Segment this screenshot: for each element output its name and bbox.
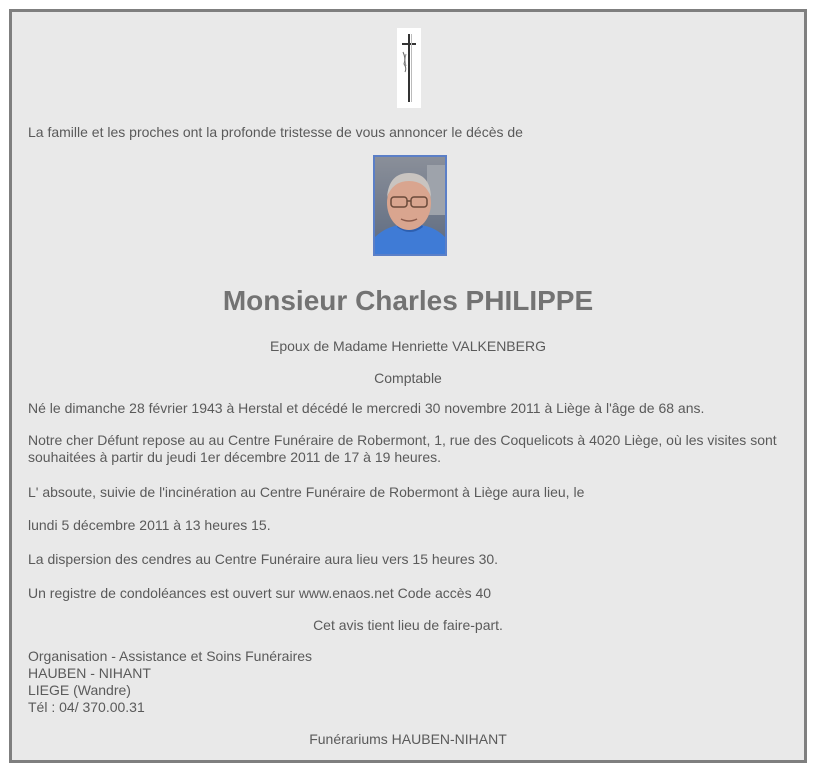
absolution-date-text: lundi 5 décembre 2011 à 13 heures 15. — [28, 517, 271, 533]
faire-part-text: Cet avis tient lieu de faire-part. — [313, 617, 503, 633]
birth-death-text: Né le dimanche 28 février 1943 à Herstal et décédé le mercredi 30 novembre 2011 à Liège à l'âge de 68 ans. — [28, 400, 705, 416]
register-text: Un registre de condoléances est ouvert sur www.enaos.net Code accès 40 — [28, 585, 492, 601]
organisation-line-1: Organisation - Assistance et Soins Funéraires — [28, 648, 313, 664]
obituary-notice — [9, 9, 807, 763]
profession-text: Comptable — [374, 370, 442, 386]
intro-text: La famille et les proches ont la profonde tristesse de vous annoncer le décès de — [28, 124, 523, 140]
footer-text: Funérariums HAUBEN-NIHANT — [309, 731, 507, 747]
cross-icon — [397, 28, 421, 108]
rest-location-text: Notre cher Défunt repose au au Centre Funéraire de Robermont, 1, rue des Coquelicots à 4020 Liège, où les visites sont souhaitées à partir du jeudi 1er décembre 2011 de 17 à 19 heures. — [28, 432, 777, 465]
organisation-phone: Tél : 04/ 370.00.31 — [28, 699, 145, 715]
portrait-photo — [373, 155, 447, 256]
deceased-name: Monsieur Charles PHILIPPE — [222, 285, 594, 316]
spouse-text: Epoux de Madame Henriette VALKENBERG — [270, 338, 546, 354]
absolution-text: L' absoute, suivie de l'incinération au Centre Funéraire de Robermont à Liège aura lieu, le — [28, 484, 585, 500]
ashes-text: La dispersion des cendres au Centre Funéraire aura lieu vers 15 heures 30. — [28, 551, 499, 567]
organisation-line-3: LIEGE (Wandre) — [28, 682, 131, 698]
organisation-line-2: HAUBEN - NIHANT — [28, 665, 151, 681]
